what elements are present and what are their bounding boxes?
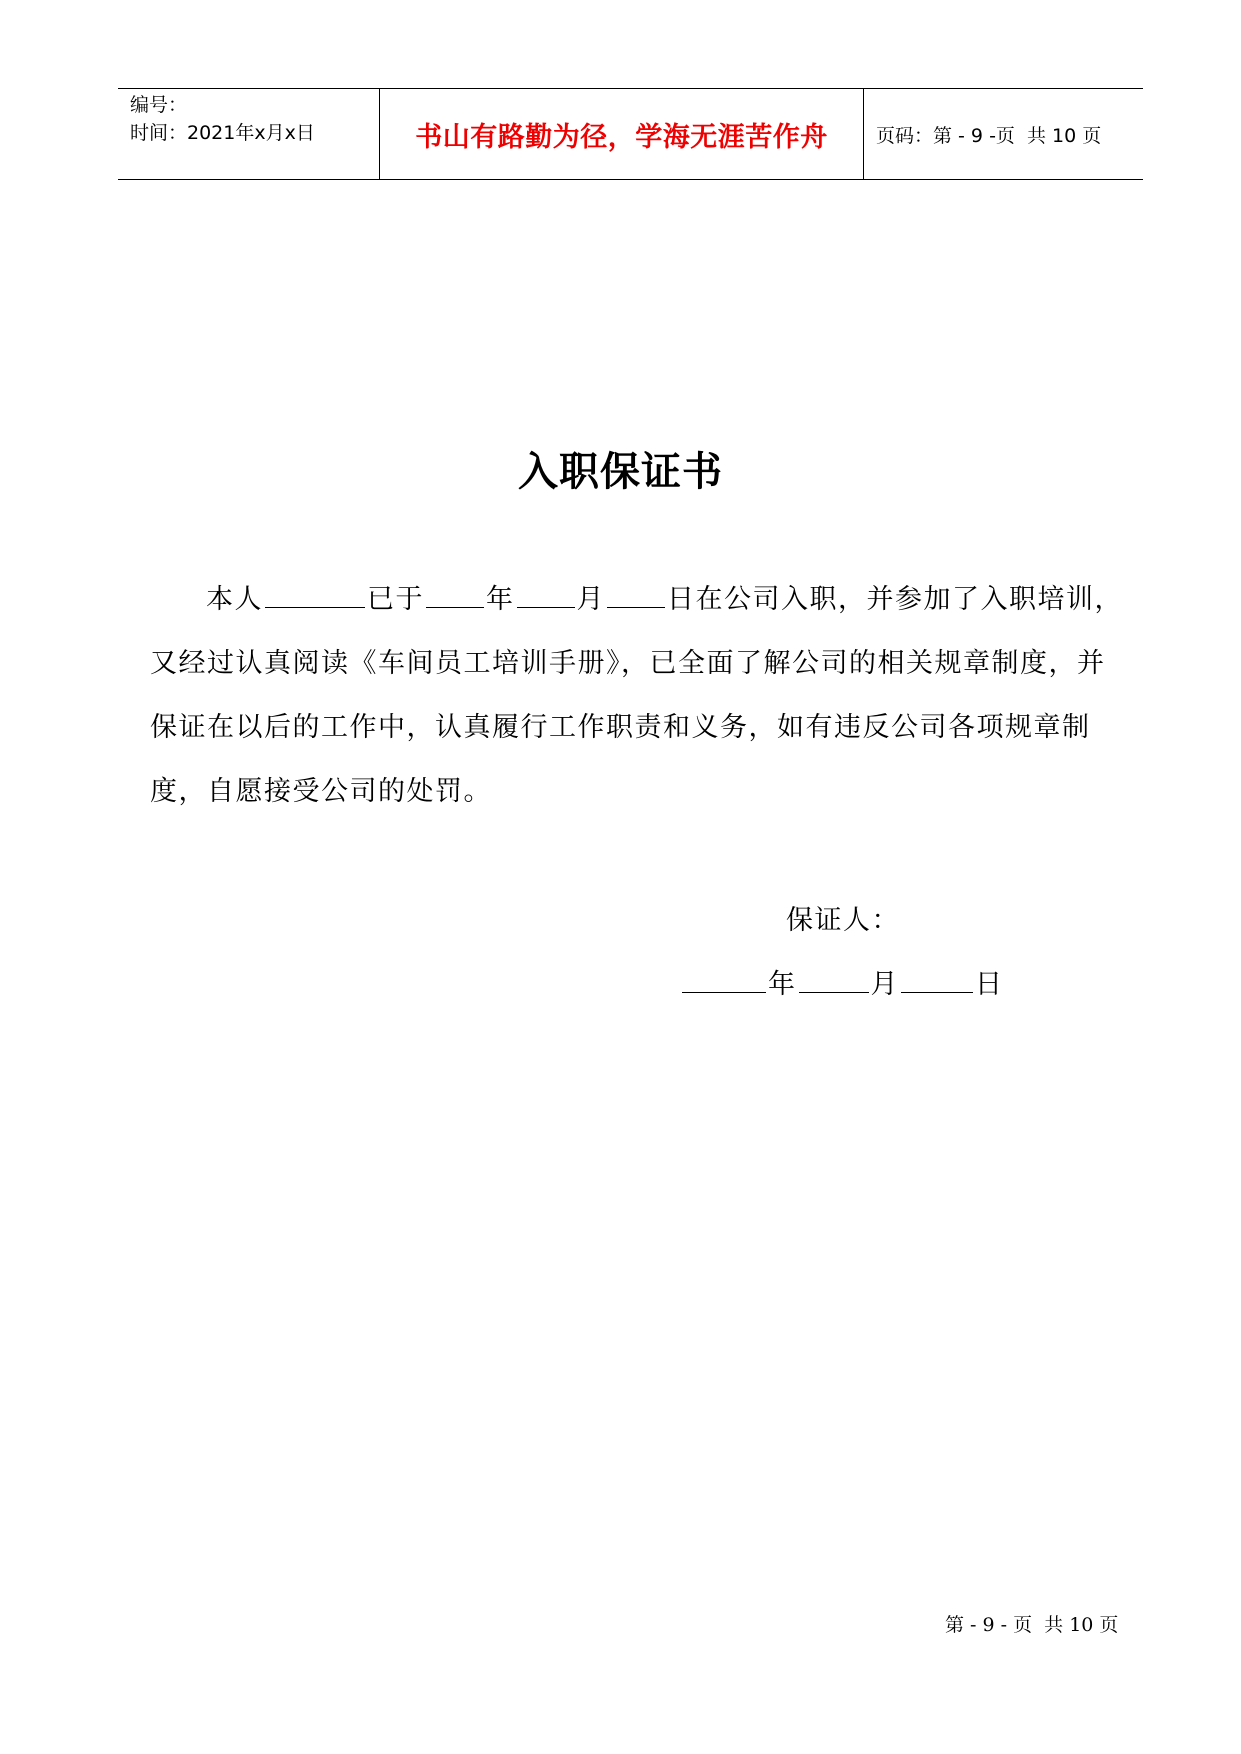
document-time-label: 时间：2021年x月x日 [130, 122, 315, 144]
header-motto-cell [380, 89, 864, 179]
month-label: 月 [870, 969, 899, 1000]
header-page-cell [864, 89, 1143, 179]
text-segment: 日在公司入职，并参加了入职培训， [667, 584, 1123, 615]
text-segment: 年 [486, 584, 515, 615]
day-label: 日 [975, 969, 1004, 1000]
signature-year-blank[interactable] [682, 966, 766, 993]
year-blank[interactable] [426, 581, 484, 608]
header-meta-cell [118, 89, 380, 179]
header-motto: 书山有路勤为径，学海无涯苦作舟 [415, 121, 828, 153]
paragraph-line-3: 保证在以后的工作中，认真履行工作职责和义务，如有违反公司各项规章制 [150, 712, 1091, 743]
paragraph-line-2: 又经过认真阅读《车间员工培训手册》，已全面了解公司的相关规章制度，并 [150, 648, 1106, 679]
day-blank[interactable] [607, 581, 665, 608]
signature-day-blank[interactable] [901, 966, 973, 993]
name-blank[interactable] [265, 581, 365, 608]
text-segment: 本人 [206, 584, 263, 615]
page-footer: 第 - 9 - 页 共 10 页 [945, 1614, 1119, 1636]
guarantor-label: 保证人： [786, 905, 900, 936]
paragraph-line-4: 度，自愿接受公司的处罚。 [150, 776, 492, 807]
paragraph-line-1 [150, 568, 1123, 632]
statement-paragraph [150, 568, 1123, 824]
document-title: 入职保证书 [518, 448, 723, 495]
page-header-table [118, 88, 1143, 180]
signature-date [680, 962, 1004, 1001]
document-number-label: 编号： [130, 94, 188, 116]
month-blank[interactable] [517, 581, 575, 608]
text-segment: 月 [576, 584, 605, 615]
year-label: 年 [768, 969, 797, 1000]
header-page-number: 页码：第 - 9 -页 共 10 页 [876, 124, 1102, 147]
text-segment: 已于 [367, 584, 424, 615]
signature-month-blank[interactable] [799, 966, 869, 993]
